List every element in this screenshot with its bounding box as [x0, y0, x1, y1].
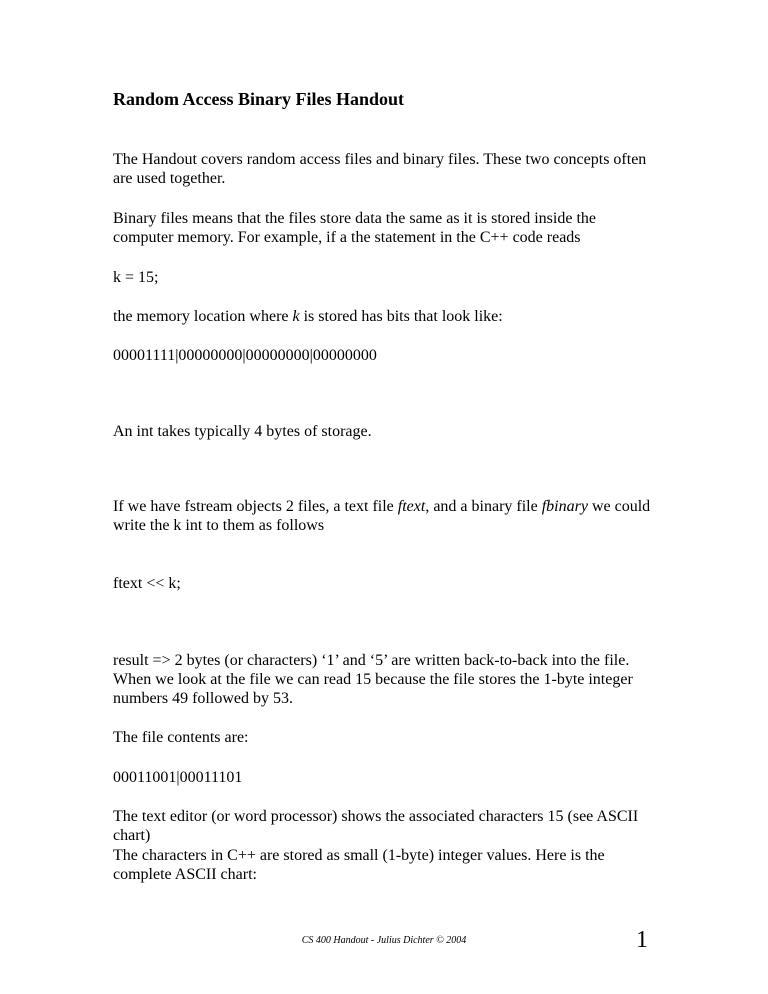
paragraph-file-contents-label: The file contents are:	[113, 729, 249, 746]
paragraph-ascii-intro: The characters in C++ are stored as small (1-byte) integer values. Here is the complete ASCII chart:	[113, 847, 605, 883]
paragraph-memory-location	[113, 307, 658, 326]
memory-bits: 00001111|00000000|00000000|00000000	[113, 347, 377, 364]
code-ftext-write: ftext << k;	[113, 575, 181, 592]
paragraph-text-editor: The text editor (or word processor) shows the associated characters 15 (see ASCII chart)	[113, 808, 639, 844]
variable-k: k	[292, 308, 300, 325]
variable-ftext: ftext	[397, 498, 426, 515]
file-contents-bits: 00011001|00011101	[113, 769, 243, 786]
memory-text-before: the memory location where	[113, 308, 293, 325]
fstream-text-b: , and a binary file	[425, 498, 542, 515]
variable-fbinary: fbinary	[541, 498, 588, 515]
paragraph-result: result => 2 bytes (or characters) ‘1’ and ‘5’ are written back-to-back into the file. When we look at the file we can read 15 because the file stores the 1-byte integer numbers 49 followed by 53.	[113, 652, 633, 707]
paragraph-binary-definition: Binary files means that the files store data the same as it is stored inside the computer memory. For example, if a the statement in the C++ code reads	[113, 210, 596, 246]
document-title: Random Access Binary Files Handout	[113, 89, 405, 109]
paragraph-fstream	[113, 497, 658, 535]
paragraph-int-size: An int takes typically 4 bytes of storage.	[113, 423, 372, 440]
fstream-text-c: we could write the k int to them as follows	[113, 498, 651, 534]
code-assignment: k = 15;	[113, 269, 159, 286]
paragraph-intro: The Handout covers random access files and binary files. These two concepts often are used together.	[113, 151, 647, 187]
page-footer: CS 400 Handout - Julius Dichter © 2004	[301, 935, 467, 946]
fstream-text-a: If we have fstream objects 2 files, a text file	[113, 498, 398, 515]
memory-text-after: is stored has bits that look like:	[299, 308, 503, 325]
page-number: 1	[636, 927, 648, 953]
